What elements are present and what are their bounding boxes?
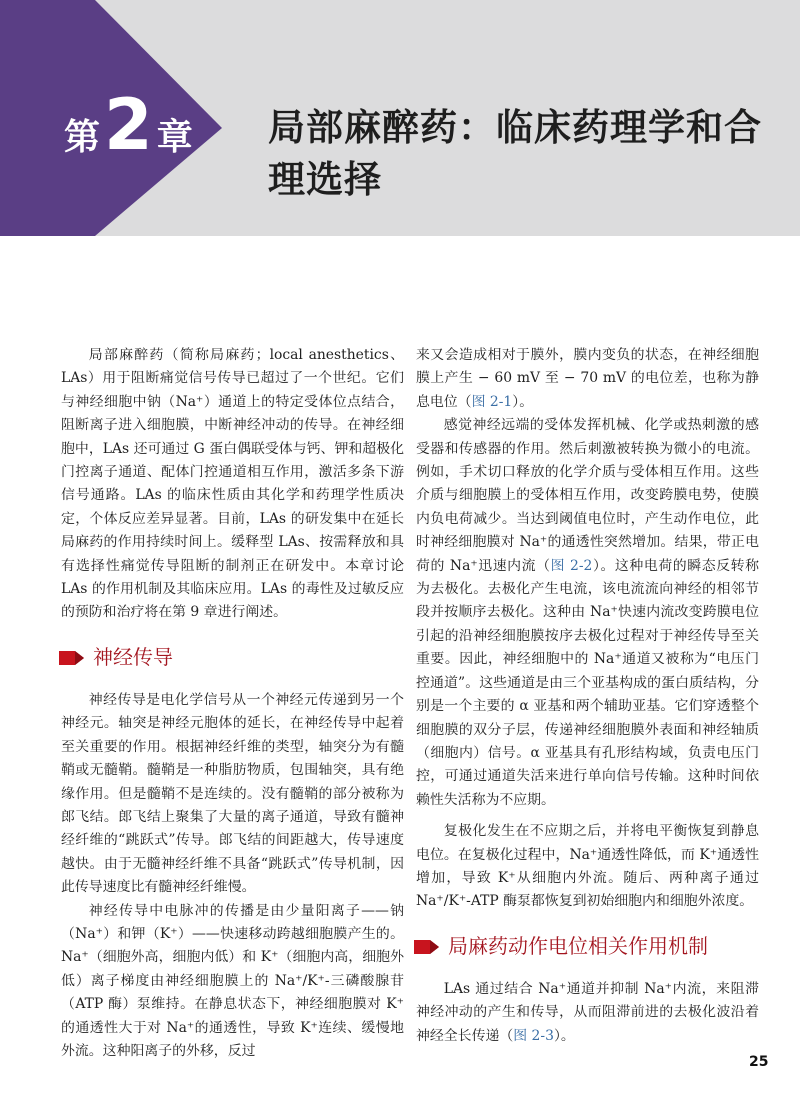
body-paragraph [416,978,759,1048]
figure-reference[interactable]: 图 2-3 [513,1027,554,1044]
section-heading-mechanism [414,928,759,966]
page-number: 25 [749,1054,769,1070]
paragraph-text: ）。 [512,393,534,410]
arrow-bullet-icon [59,648,85,668]
body-paragraph: 复极化发生在不应期之后，并将电平衡恢复到静息电位。在复极化过程中，Na⁺通透性降低，而 K⁺通透性增加，导致 K⁺从细胞内外流。随后、两种离子通过 Na⁺/K⁺-ATP 酶泵都恢复到初始细胞内和细胞外浓度。 [416,823,759,910]
chapter-prefix: 第 [64,117,101,158]
chapter-label [64,84,193,166]
section-heading-nerve-conduction [59,639,404,677]
figure-reference[interactable]: 图 2-2 [550,557,593,574]
body-paragraph: 神经传导是电化学信号从一个神经元传递到另一个神经元。轴突是神经元胞体的延长，在神经传导中起着至关重要的作用。根据神经纤维的类型，轴突分为有髓鞘或无髓鞘。髓鞘是一种脂肪物质，包围轴突，具有绝缘作用。但是髓鞘不是连续的。没有髓鞘的部分被称为郎飞结。郎飞结上聚集了大量的离子通道，导致有髓神经纤维的“跳跃式”传导。郎飞结的间距越大，传导速度越快。由于无髓神经纤维不具备“跳跃式”传导机制，因此传导速度比有髓神经纤维慢。 [61,691,404,896]
intro-paragraph: 局部麻醉药（简称局麻药；local anesthetics、LAs）用于阻断痛觉信号传导已超过了一个世纪。它们与神经细胞中钠（Na⁺）通道上的特定受体位点结合，阻断离子进入细胞膜，中断神经冲动的传导。在神经细胞中，LAs 还可通过 G 蛋白偶联受体与钙、钾和超极化门控离子通道、配体门控通道相互作用，激活多条下游信号通路。LAs 的临床性质由其化学和药理学性质决定，个体反应差异显著。目前，LAs 的研发集中在延长局麻药的作用持续时间上。缓释型 LAs、按需释放和具有选择性痛觉传导阻断的制剂正在研发中。本章讨论 LAs 的作用机制及其临床应用。LAs 的毒性及过敏反应的预防和治疗将在第 9 章进行阐述。 [61,347,404,621]
right-column [416,344,759,1048]
paragraph-text: ）。 [553,1027,575,1044]
paragraph-text: ）。这种电荷的瞬态反转称为去极化。去极化产生电流，该电流流向神经的相邻节段并按顺序去极化。这种由 Na⁺快速内流改变跨膜电位引起的沿神经细胞膜按序去极化过程对于神经传导至关重要。因此，神经细胞中的 Na⁺通道又被称为“电压门控通道”。这些通道是由三个亚基构成的蛋白质结构，分别是一个主要的 α 亚基和两个辅助亚基。它们穿透整个细胞膜的双分子层，传递神经细胞膜外表面和神经轴质（细胞内）信号。α 亚基具有孔形结构域，负责电压门控，可通过通道失活来进行单向信号传输。这种时间依赖性失活称为不应期。 [416,557,759,808]
paragraph-text: 来又会造成相对于膜外，膜内变负的状态，在神经细胞膜上产生 − 60 mV 至 − 70 mV 的电位差，也称为静息电位（ [416,347,759,410]
body-paragraph [416,414,759,812]
figure-reference[interactable]: 图 2-1 [471,393,513,410]
body-paragraph [416,344,759,414]
section-heading-text: 神经传导 [93,645,173,670]
chapter-title: 局部麻醉药：临床药理学和合理选择 [268,106,762,201]
left-column [61,344,404,1063]
paragraph-text: LAs 通过结合 Na⁺通道并抑制 Na⁺内流，来阻滞神经冲动的产生和传导，从而阻滞前进的去极化波沿着神经全长传递（ [416,980,759,1044]
chapter-suffix: 章 [156,117,193,158]
section-heading-text: 局麻药动作电位相关作用机制 [448,934,708,959]
chapter-number: 2 [104,84,153,166]
arrow-bullet-icon [414,937,440,957]
paragraph-text: 感觉神经远端的受体发挥机械、化学或热刺激的感受器和传感器的作用。然后刺激被转换为微小的电流。例如，手术切口释放的化学介质与受体相互作用。这些介质与细胞膜上的受体相互作用，改变跨膜电势，使膜内负电荷减少。当达到阈值电位时，产生动作电位，此时神经细胞膜对 Na⁺的通透性突然增加。结果，带正电荷的 Na⁺迅速内流（ [416,417,759,574]
body-paragraph: 神经传导中电脉冲的传播是由少量阳离子——钠（Na⁺）和钾（K⁺）——快速移动跨越细胞膜产生的。Na⁺（细胞外高，细胞内低）和 K⁺（细胞内高，细胞外低）离子梯度由神经细胞膜上的 Na⁺/K⁺-三磷酸腺苷（ATP 酶）泵维持。在静息状态下，神经细胞膜对 K⁺的通透性大于对 Na⁺的通透性，导致 K⁺连续、缓慢地外流。这种阳离子的外移，反过 [61,902,404,1059]
